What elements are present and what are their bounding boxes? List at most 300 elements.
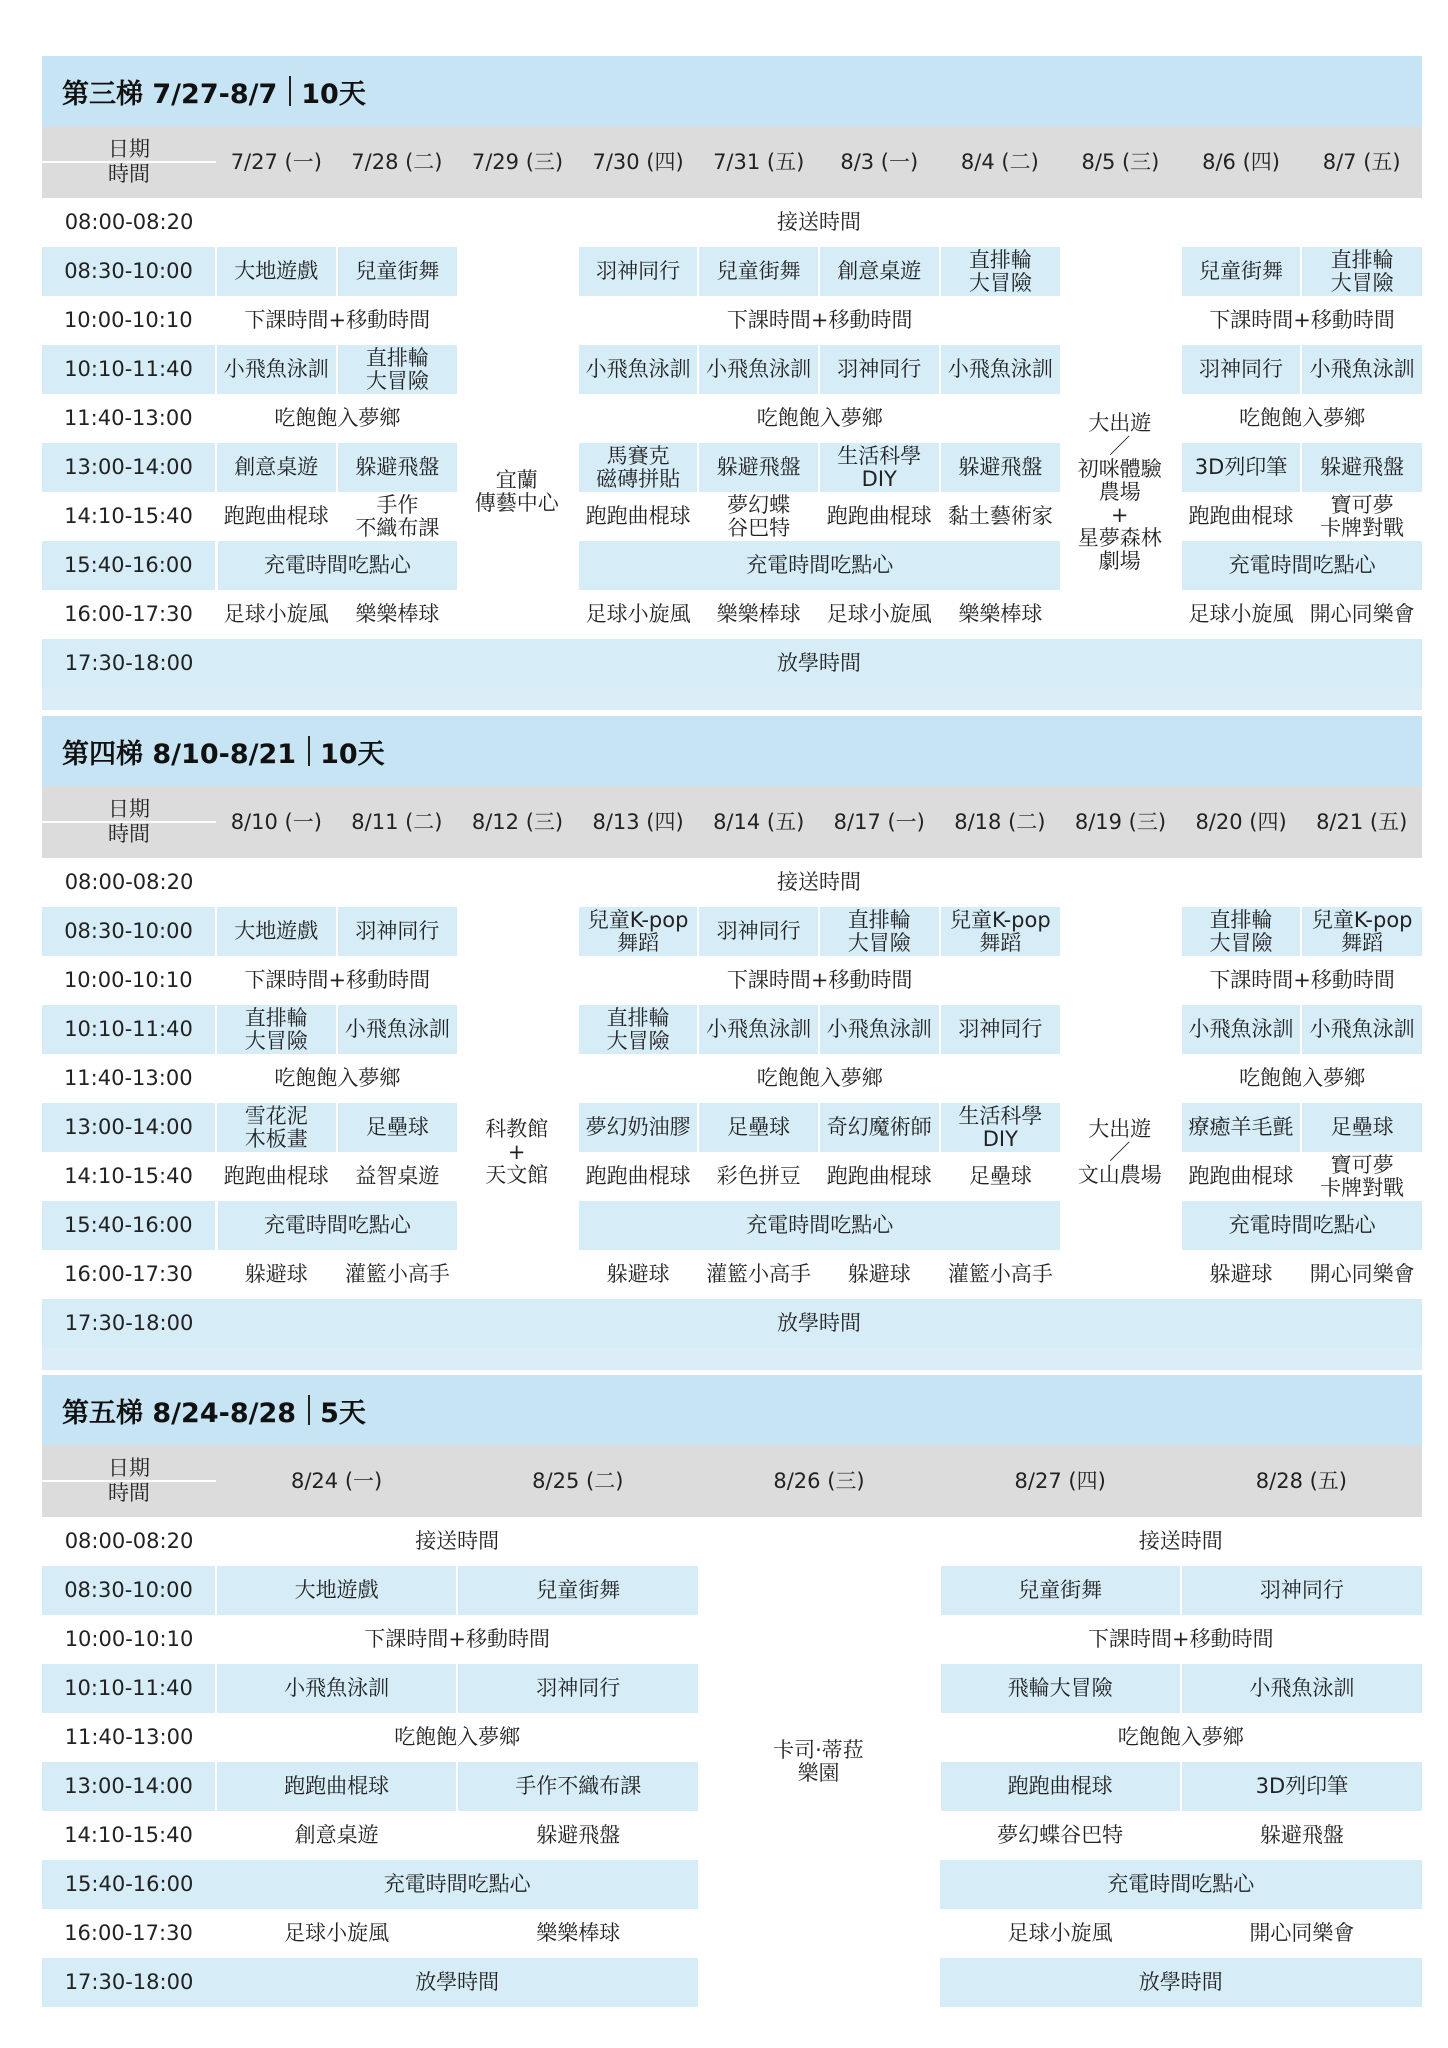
activity-label: 大地遊戲 — [234, 259, 319, 283]
schedule-row — [42, 858, 1422, 907]
time-slot-cell — [42, 1860, 216, 1909]
date-header-cell — [940, 1445, 1181, 1517]
field-trip-b-cell — [1060, 296, 1181, 688]
common-activity-cell — [1181, 1054, 1422, 1103]
time-slot-label: 16:00-17:30 — [64, 1921, 193, 1945]
activity-label: 開心同樂會 — [1249, 1921, 1355, 1945]
activity-label: 小飛魚泳訓 — [223, 357, 329, 381]
activity-cell — [337, 1005, 458, 1054]
common-activity-cell — [578, 956, 1060, 1005]
activity-label: 創意桌遊 — [837, 259, 922, 283]
date-time-label-cell — [42, 1445, 216, 1517]
common-activity-label: 接送時間 — [415, 1529, 500, 1553]
schedule-table — [42, 1445, 1422, 2007]
date-header-label: 8/26 (三) — [773, 1468, 865, 1493]
common-activity-label: 下課時間+移動時間 — [244, 308, 431, 332]
activity-cell — [1181, 1250, 1302, 1299]
activity-cell — [216, 443, 337, 492]
date-header-cell — [1060, 786, 1181, 858]
field-trip-a-label: 科教館 + 天文館 — [485, 1116, 549, 1187]
section-footer-strip — [42, 1348, 1422, 1370]
activity-cell — [940, 1152, 1061, 1201]
common-activity-label: 充電時間吃點心 — [383, 1872, 531, 1896]
common-activity-cell — [216, 394, 457, 443]
schedule-row — [42, 541, 1422, 590]
activity-cell — [216, 492, 337, 541]
date-header-cell — [940, 126, 1061, 198]
date-header-label: 8/5 (三) — [1081, 149, 1160, 174]
common-activity-cell — [940, 1517, 1422, 1566]
activity-cell — [1301, 443, 1422, 492]
time-slot-label: 17:30-18:00 — [64, 651, 194, 675]
date-label: 日期 — [108, 1456, 150, 1480]
date-time-label-cell — [42, 126, 216, 198]
activity-label: 躲避球 — [1209, 1262, 1273, 1286]
time-slot-cell — [42, 1152, 216, 1201]
time-slot-label: 10:00-10:10 — [63, 968, 193, 992]
time-label: 時間 — [42, 1480, 216, 1505]
activity-label: 奇幻魔術師 — [826, 1115, 932, 1139]
date-header-label: 8/18 (二) — [954, 809, 1046, 834]
date-header-label: 8/20 (四) — [1195, 809, 1287, 834]
date-header-cell — [457, 1445, 698, 1517]
activity-label: 跑跑曲棍球 — [1188, 504, 1294, 528]
time-slot-label: 10:10-11:40 — [64, 357, 193, 381]
activity-cell — [1181, 1152, 1302, 1201]
activity-cell — [216, 1811, 457, 1860]
activity-label: 直排輪 大冒險 — [606, 1005, 670, 1053]
activity-cell — [216, 1250, 337, 1299]
activity-label: 灌籃小高手 — [947, 1262, 1053, 1286]
activity-cell — [940, 345, 1061, 394]
time-slot-label: 15:40-16:00 — [64, 1872, 194, 1896]
common-activity-label: 充電時間吃點心 — [1228, 553, 1376, 577]
time-slot-cell — [42, 858, 216, 907]
time-slot-cell — [42, 1299, 216, 1348]
common-activity-cell — [216, 541, 457, 590]
activity-cell — [216, 1664, 457, 1713]
time-slot-cell — [42, 1201, 216, 1250]
common-activity-cell — [216, 1299, 1422, 1348]
common-activity-cell — [216, 1615, 698, 1664]
activity-cell — [578, 1005, 699, 1054]
time-slot-cell — [42, 198, 216, 247]
date-header-cell — [1181, 786, 1302, 858]
date-label: 日期 — [108, 797, 150, 821]
activity-cell — [216, 1566, 457, 1615]
common-activity-cell — [1181, 956, 1422, 1005]
activity-cell — [1181, 1762, 1422, 1811]
activity-label: 兒童街舞 — [355, 259, 440, 283]
activity-label: 躲避飛盤 — [1259, 1823, 1344, 1847]
schedule-row — [42, 443, 1422, 492]
activity-cell — [698, 590, 819, 639]
activity-cell — [940, 443, 1061, 492]
schedule-row — [42, 394, 1422, 443]
activity-cell — [698, 1152, 819, 1201]
activity-cell — [1301, 1005, 1422, 1054]
activity-cell — [337, 247, 458, 296]
activity-cell — [337, 443, 458, 492]
common-activity-label: 下課時間+移動時間 — [1209, 968, 1395, 992]
date-header-cell — [698, 786, 819, 858]
schedule-row — [42, 492, 1422, 541]
common-activity-cell — [940, 1713, 1422, 1762]
date-header-label: 8/7 (五) — [1322, 149, 1401, 174]
time-slot-cell — [42, 394, 216, 443]
date-header-cell — [1060, 126, 1181, 198]
date-header-label: 8/10 (一) — [230, 809, 322, 834]
schedule-row — [42, 247, 1422, 296]
date-header-label: 7/28 (二) — [351, 149, 443, 174]
time-slot-label: 14:10-15:40 — [64, 504, 193, 528]
activity-cell — [940, 1103, 1061, 1152]
activity-label: 躲避飛盤 — [958, 455, 1043, 479]
time-slot-cell — [42, 1517, 216, 1566]
activity-cell — [578, 492, 699, 541]
activity-cell — [698, 907, 819, 956]
activity-cell — [337, 1103, 458, 1152]
time-slot-label: 13:00-14:00 — [64, 1115, 193, 1139]
date-header-row — [42, 126, 1422, 198]
date-header-label: 7/31 (五) — [713, 149, 805, 174]
date-header-label: 8/4 (二) — [960, 149, 1039, 174]
section-3 — [42, 56, 1422, 710]
common-activity-label: 吃飽飽入夢鄉 — [394, 1725, 521, 1749]
time-slot-label: 08:00-08:20 — [64, 1529, 194, 1553]
activity-cell — [578, 1250, 699, 1299]
activity-label: 開心同樂會 — [1309, 602, 1415, 626]
activity-label: 小飛魚泳訓 — [1249, 1676, 1355, 1700]
common-activity-cell — [216, 1201, 457, 1250]
activity-cell — [457, 1811, 698, 1860]
activity-cell — [216, 907, 337, 956]
activity-cell — [819, 1152, 940, 1201]
time-slot-label: 08:00-08:20 — [64, 870, 194, 894]
activity-cell — [1181, 1811, 1422, 1860]
activity-cell — [1301, 247, 1422, 296]
time-slot-label: 16:00-17:30 — [64, 602, 193, 626]
activity-label: 直排輪 大冒險 — [1209, 907, 1273, 955]
date-header-label: 8/11 (二) — [351, 809, 443, 834]
activity-cell — [216, 1005, 337, 1054]
activity-cell — [698, 247, 819, 296]
activity-label: 大地遊戲 — [294, 1578, 379, 1602]
time-slot-label: 10:00-10:10 — [64, 1627, 194, 1651]
activity-cell — [819, 492, 940, 541]
activity-cell — [1181, 492, 1302, 541]
time-slot-label: 10:10-11:40 — [64, 1676, 193, 1700]
activity-cell — [940, 1250, 1061, 1299]
activity-cell — [698, 443, 819, 492]
activity-cell — [819, 1250, 940, 1299]
activity-label: 足球小旋風 — [284, 1921, 390, 1945]
activity-cell — [216, 247, 337, 296]
activity-label: 直排輪 大冒險 — [365, 345, 429, 393]
time-slot-label: 11:40-13:00 — [63, 1066, 193, 1090]
activity-label: 跑跑曲棍球 — [585, 1164, 691, 1188]
common-activity-cell — [578, 541, 1060, 590]
activity-label: 樂樂棒球 — [355, 602, 440, 626]
time-slot-label: 08:30-10:00 — [64, 259, 193, 283]
time-slot-cell — [42, 492, 216, 541]
activity-label: 寶可夢 卡牌對戰 — [1320, 492, 1405, 540]
common-activity-cell — [1181, 541, 1422, 590]
activity-label: 跑跑曲棍球 — [585, 504, 691, 528]
activity-label: 樂樂棒球 — [536, 1921, 621, 1945]
title-divider — [308, 736, 310, 766]
date-header-cell — [1301, 786, 1422, 858]
time-slot-label: 13:00-14:00 — [64, 455, 193, 479]
date-header-cell — [1301, 126, 1422, 198]
time-slot-cell — [42, 1250, 216, 1299]
time-slot-label: 08:00-08:20 — [64, 210, 194, 234]
time-slot-cell — [42, 1958, 216, 2007]
common-activity-cell — [216, 858, 1422, 907]
schedule-row — [42, 1299, 1422, 1348]
activity-cell — [819, 1005, 940, 1054]
activity-cell — [940, 1664, 1181, 1713]
time-slot-label: 14:10-15:40 — [64, 1164, 193, 1188]
section-duration: 10天 — [320, 738, 385, 770]
section-title: 第四梯 8/10-8/21 — [62, 738, 297, 770]
common-activity-cell — [216, 1517, 698, 1566]
activity-cell — [1181, 590, 1302, 639]
activity-label: 灌籃小高手 — [344, 1262, 450, 1286]
activity-cell — [337, 1250, 458, 1299]
time-slot-cell — [42, 1566, 216, 1615]
date-header-label: 8/24 (一) — [290, 1468, 383, 1493]
common-activity-cell — [216, 1054, 457, 1103]
time-slot-cell — [42, 247, 216, 296]
activity-label: 羽神同行 — [837, 357, 922, 381]
date-header-cell — [337, 126, 458, 198]
date-header-row — [42, 1445, 1422, 1517]
activity-cell — [578, 443, 699, 492]
activity-cell — [940, 907, 1061, 956]
common-activity-label: 吃飽飽入夢鄉 — [756, 406, 883, 430]
activity-label: 兒童街舞 — [1018, 1578, 1103, 1602]
activity-cell — [457, 1762, 698, 1811]
activity-label: 足球小旋風 — [1188, 602, 1294, 626]
activity-cell — [940, 247, 1061, 296]
time-slot-cell — [42, 443, 216, 492]
activity-cell — [1181, 345, 1302, 394]
activity-cell — [337, 1152, 458, 1201]
activity-label: 跑跑曲棍球 — [223, 504, 329, 528]
activity-label: 跑跑曲棍球 — [284, 1774, 390, 1798]
date-time-label-cell — [42, 786, 216, 858]
date-header-cell — [819, 126, 940, 198]
activity-label: 羽神同行 — [536, 1676, 621, 1700]
common-activity-label: 下課時間+移動時間 — [726, 968, 913, 992]
activity-label: 開心同樂會 — [1309, 1262, 1415, 1286]
activity-label: 足壘球 — [968, 1164, 1032, 1188]
time-slot-label: 10:10-11:40 — [64, 1017, 193, 1041]
activity-label: 小飛魚泳訓 — [284, 1676, 390, 1700]
field-trip-b-label: 大出遊 ／ 初咪體驗 農場 + 星夢森林 劇場 — [1077, 410, 1162, 573]
activity-label: 黏土藝術家 — [947, 504, 1053, 528]
activity-label: 躲避飛盤 — [1320, 455, 1405, 479]
activity-cell — [1181, 247, 1302, 296]
activity-label: 直排輪 大冒險 — [1330, 247, 1394, 295]
schedule-row — [42, 1250, 1422, 1299]
activity-label: 跑跑曲棍球 — [1007, 1774, 1113, 1798]
activity-label: 兒童K-pop 舞蹈 — [1311, 907, 1413, 955]
time-slot-cell — [42, 1615, 216, 1664]
activity-label: 足壘球 — [1330, 1115, 1394, 1139]
field-trip-b-label: 大出遊 ／ 文山農場 — [1077, 1116, 1162, 1187]
activity-label: 足球小旋風 — [585, 602, 691, 626]
activity-cell — [1181, 443, 1302, 492]
activity-cell — [1181, 1005, 1302, 1054]
time-slot-label: 08:30-10:00 — [64, 919, 193, 943]
activity-label: 直排輪 大冒險 — [244, 1005, 308, 1053]
date-header-cell — [698, 1445, 939, 1517]
activity-cell — [1181, 907, 1302, 956]
activity-label: 生活科學 DIY — [837, 443, 922, 491]
common-activity-cell — [578, 1201, 1060, 1250]
field-trip-a-cell — [457, 956, 578, 1348]
activity-cell — [698, 1103, 819, 1152]
schedule-row — [42, 296, 1422, 345]
empty-cell — [1060, 907, 1181, 956]
activity-label: 樂樂棒球 — [958, 602, 1043, 626]
common-activity-cell — [940, 1958, 1422, 2007]
schedule-row — [42, 956, 1422, 1005]
activity-label: 羽神同行 — [1199, 357, 1284, 381]
date-header-cell — [819, 786, 940, 858]
date-label: 日期 — [108, 137, 150, 161]
common-activity-label: 放學時間 — [1138, 1970, 1223, 1994]
date-header-cell — [457, 786, 578, 858]
activity-label: 羽神同行 — [355, 919, 440, 943]
activity-label: 3D列印筆 — [1255, 1774, 1349, 1798]
time-slot-label: 17:30-18:00 — [64, 1311, 194, 1335]
activity-label: 足球小旋風 — [826, 602, 932, 626]
field-trip-a-label: 宜蘭 傳藝中心 — [474, 468, 559, 515]
activity-label: 兒童街舞 — [1199, 259, 1284, 283]
date-header-label: 8/12 (三) — [471, 809, 564, 834]
activity-label: 寶可夢 卡牌對戰 — [1320, 1152, 1405, 1200]
time-slot-cell — [42, 345, 216, 394]
activity-cell — [940, 1762, 1181, 1811]
schedule-row — [42, 1517, 1422, 1566]
activity-cell — [337, 345, 458, 394]
activity-label: 羽神同行 — [958, 1017, 1043, 1041]
date-header-row — [42, 786, 1422, 858]
activity-cell — [940, 1005, 1061, 1054]
activity-cell — [337, 492, 458, 541]
activity-cell — [1181, 1664, 1422, 1713]
schedule-table — [42, 786, 1422, 1348]
activity-cell — [337, 590, 458, 639]
time-slot-label: 14:10-15:40 — [64, 1823, 193, 1847]
activity-cell — [940, 1566, 1181, 1615]
section-title-bar — [42, 56, 1422, 126]
activity-label: 跑跑曲棍球 — [826, 504, 932, 528]
common-activity-cell — [578, 1054, 1060, 1103]
activity-cell — [819, 443, 940, 492]
schedule-row — [42, 345, 1422, 394]
date-header-label: 7/30 (四) — [592, 149, 684, 174]
section-title: 第三梯 7/27-8/7 — [62, 78, 278, 110]
activity-cell — [940, 1811, 1181, 1860]
date-header-label: 8/17 (一) — [833, 809, 925, 834]
common-activity-cell — [578, 296, 1060, 345]
date-header-cell — [698, 126, 819, 198]
date-header-cell — [216, 1445, 457, 1517]
activity-label: 小飛魚泳訓 — [1309, 357, 1415, 381]
activity-cell — [698, 1005, 819, 1054]
field-trip-label: 卡司·蒂菈 樂園 — [773, 1738, 864, 1785]
activity-cell — [578, 907, 699, 956]
date-header-cell — [1181, 1445, 1422, 1517]
activity-label: 躲避球 — [244, 1262, 308, 1286]
common-activity-label: 吃飽飽入夢鄉 — [274, 1066, 401, 1090]
activity-label: 手作 不織布課 — [355, 492, 440, 540]
activity-cell — [819, 247, 940, 296]
schedule-row — [42, 590, 1422, 639]
empty-cell — [1060, 247, 1181, 296]
activity-label: 躲避飛盤 — [536, 1823, 621, 1847]
activity-label: 躲避飛盤 — [716, 455, 801, 479]
activity-cell — [578, 590, 699, 639]
activity-cell — [457, 1909, 698, 1958]
common-activity-label: 放學時間 — [777, 1311, 861, 1335]
activity-label: 手作不織布課 — [515, 1774, 642, 1798]
activity-cell — [1301, 1152, 1422, 1201]
schedule-table — [42, 126, 1422, 688]
time-slot-cell — [42, 590, 216, 639]
common-activity-cell — [216, 198, 1422, 247]
activity-cell — [216, 1909, 457, 1958]
schedule-row — [42, 1103, 1422, 1152]
section-title-bar — [42, 1375, 1422, 1445]
activity-label: 直排輪 大冒險 — [847, 907, 911, 955]
section-4 — [42, 716, 1422, 1370]
activity-label: 足球小旋風 — [223, 602, 329, 626]
date-header-label: 8/14 (五) — [713, 809, 805, 834]
time-slot-label: 08:30-10:00 — [64, 1578, 193, 1602]
activity-cell — [1181, 1103, 1302, 1152]
schedule-row — [42, 1054, 1422, 1103]
common-activity-label: 下課時間+移動時間 — [1087, 1627, 1274, 1651]
activity-label: 兒童K-pop 舞蹈 — [587, 907, 689, 955]
field-trip-b-cell — [1060, 956, 1181, 1348]
time-slot-label: 17:30-18:00 — [64, 1970, 194, 1994]
activity-cell — [216, 345, 337, 394]
section-duration: 5天 — [320, 1397, 366, 1429]
common-activity-cell — [216, 1958, 698, 2007]
section-duration: 10天 — [301, 78, 366, 110]
activity-label: 馬賽克 磁磚拼貼 — [596, 443, 681, 491]
date-header-cell — [216, 126, 337, 198]
date-header-cell — [337, 786, 458, 858]
empty-cell — [457, 247, 578, 296]
activity-label: 小飛魚泳訓 — [947, 357, 1053, 381]
activity-label: 小飛魚泳訓 — [706, 357, 812, 381]
common-activity-label: 放學時間 — [415, 1970, 500, 1994]
activity-cell — [216, 1103, 337, 1152]
activity-cell — [1301, 492, 1422, 541]
date-header-label: 8/6 (四) — [1202, 149, 1280, 174]
activity-label: 躲避球 — [847, 1262, 911, 1286]
activity-cell — [457, 1566, 698, 1615]
title-divider — [289, 76, 291, 106]
time-slot-cell — [42, 1664, 216, 1713]
activity-label: 創意桌遊 — [234, 455, 319, 479]
